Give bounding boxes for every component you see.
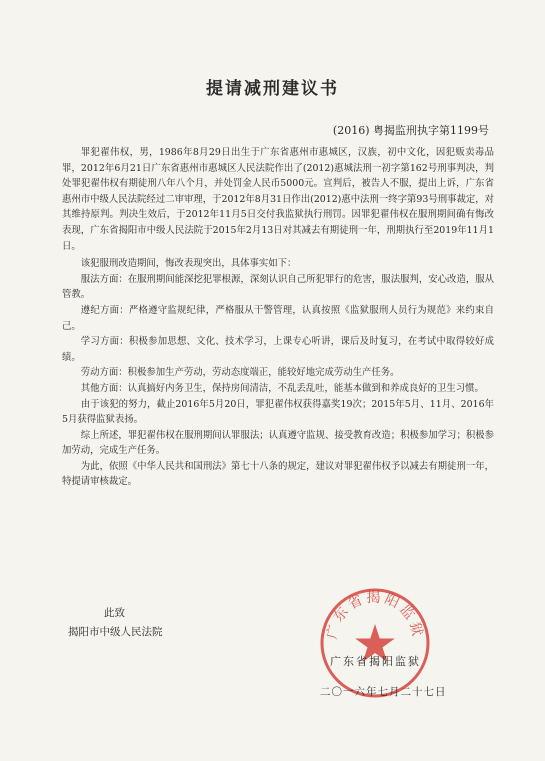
paragraph-intro: 该犯服刑改造期间，悔改表现突出，具体事实如下： xyxy=(80,258,297,270)
recipient-block xyxy=(68,604,163,642)
seal-lettering: 广东省揭阳监狱 xyxy=(324,589,426,641)
document-body xyxy=(62,145,494,490)
salutation: 此致 xyxy=(104,607,125,619)
paragraph-study: 学习方面：积极参加思想、文化、技术学习，上课专心听讲，课后及时复习，在考试中取得较好成绩。 xyxy=(62,336,494,363)
document-title: 提请减刑建议书 xyxy=(206,79,339,99)
paragraph-discipline: 遵纪方面：严格遵守监规纪律，严格服从干警管理，认真按照《监狱服刑人员行为规范》来约束自己。 xyxy=(62,304,494,332)
signature-unit: 广东省揭阳监狱 xyxy=(330,655,421,668)
paragraph-other: 其他方面：认真搞好内务卫生，保持房间清洁，不乱丢乱吐，能基本做到和养成良好的卫生习惯。 xyxy=(80,382,484,394)
paragraph-labor: 劳动方面：积极参加生产劳动，劳动态度端正，能较好地完成劳动生产任务。 xyxy=(80,367,400,379)
paragraph-background: 罪犯翟伟权，男，1986年8月29日出生于广东省惠州市惠城区，汉族，初中文化，因犯贩卖毒品罪，2012年6月21日广东省惠州市惠城区人民法院作出了(2012)惠城法刑一初字第162号刑事判决，判处罪犯翟伟权有期徒刑八年八个月，并处罚金人民币5000元。宣判后，被告人不服，提出上诉，广东省惠州市中级人民法院经过二审审理，于2012年8月31日作出(2012)惠中法刑一终字第93号刑事裁定，对其维持原判。判决生效后，于2012年11月5日交付我监狱执行刑罚。因罪犯翟伟权在服刑期间确有悔改表现，广东省揭阳市中级人民法院于2015年2月13日对其减去有期徒刑一年，刑期执行至2019年11月1日。 xyxy=(62,147,494,252)
paragraph-rewards: 由于该犯的努力，截止2016年5月20日，罪犯翟伟权获得嘉奖19次；2015年5月、11月、2016年5月获得监狱表扬。 xyxy=(62,398,494,426)
paragraph-conclusion: 为此，依照《中华人民共和国刑法》第七十八条的规定，建议对罪犯翟伟权予以减去有期徒刑一年，特提请审核裁定。 xyxy=(62,460,494,488)
paragraph-summary: 综上所述，罪犯翟伟权在服刑期间认罪服法；认真遵守监规、接受教育改造；积极参加学习；积极参加劳动，完成生产任务。 xyxy=(62,429,494,457)
official-seal xyxy=(318,586,432,700)
paragraph-law-abiding: 服法方面：在服刑期间能深挖犯罪根源，深刻认识自己所犯罪行的危害，服法服判，安心改造，服从管教。 xyxy=(62,273,494,301)
recipient-court: 揭阳市中级人民法院 xyxy=(68,626,163,638)
document-number: (2016) 粤揭监刑执字第1199号 xyxy=(332,124,489,137)
issue-date: 二〇一六年七月二十七日 xyxy=(320,686,447,698)
